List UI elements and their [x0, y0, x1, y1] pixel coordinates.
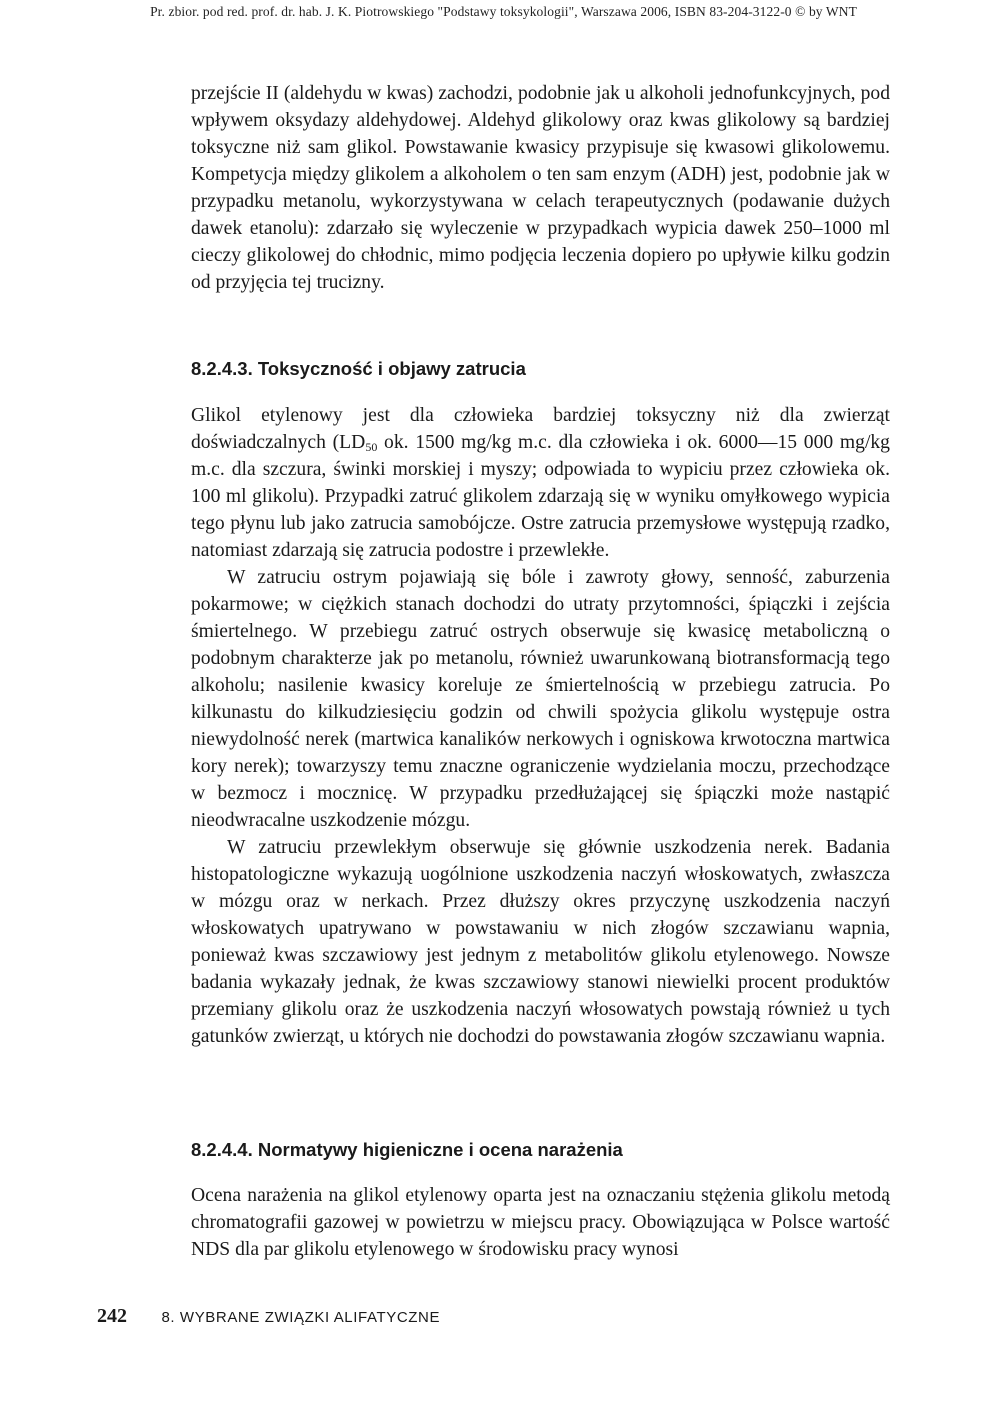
paragraph: Ocena narażenia na glikol etylenowy oparta jest na oznaczaniu stężenia glikolu metodą chromatografii gazowej w powietrzu w miejscu pracy. Obowiązująca w Polsce wartość NDS dla par glikolu etylenowego w środowisku pracy wynosi — [191, 1185, 890, 1260]
section-body — [191, 1182, 890, 1263]
section-heading: 8.2.4.4. Normatywy higieniczne i ocena narażenia — [191, 1139, 623, 1160]
paragraph: Glikol etylenowy jest dla człowieka bardziej toksyczny niż dla zwierząt doświadczalnych ($LD_{50}$ ok. 1500 mg/kg m.c. dla człowieka i ok. 6000––15 000 mg/kg m.c. dla szczura, świnki morskiej i myszy; odpowiada to wypiciu przez człowieka ok. 100 ml glikolu). Przypadki zatruć glikolem zdarzają się w wyniku omyłkowego wypicia tego płynu lub jako zatrucia samobójcze. Ostre zatrucia przemysłowe występują rzadko, natomiast zdarzają się zatrucia podostre i przewlekłe. — [191, 405, 890, 561]
chapter-title: 8. WYBRANE ZWIĄZKI ALIFATYCZNE — [161, 1309, 441, 1326]
section-body — [191, 402, 890, 1050]
page-footer — [97, 1305, 440, 1328]
paragraph: W zatruciu ostrym pojawiają się bóle i zawroty głowy, senność, zaburzenia pokarmowe; w ciężkich stanach dochodzi do utraty przytomności, śpiączki i zejścia śmiertelnego. W przebiegu zatruć ostrych obserwuje się kwasicę metaboliczną o podobnym charakterze jak po metanolu, również uwarunkowaną biotransformacją tego alkoholu; nasilenie kwasicy koreluje ze śmiertelnością w przebiegu zatrucia. Po kilkunastu do kilkudziesięciu godzin od chwili spożycia glikolu występuje ostra niewydolność nerek (martwica kanalików nerkowych i ogniskowa krwotoczna martwica kory nerek); towarzyszy temu znaczne ograniczenie wydzielania moczu, przechodzące w bezmocz i mocznicę. W przypadku przedłużającej się śpiączki może nastąpić nieodwracalne uszkodzenie mózgu. — [191, 567, 890, 831]
paragraph: W zatruciu przewlekłym obserwuje się głównie uszkodzenia nerek. Badania histopatologiczne wykazują uogólnione uszkodzenia naczyń włoskowatych, zwłaszcza w mózgu oraz w nerkach. Przez dłuższy okres przyczynę uszkodzenia naczyń włoskowatych upatrywano w powstawaniu w nich złogów szczawianu wapnia, ponieważ kwas szczawiowy jest jednym z metabolitów glikolu etylenowego. Nowsze badania wykazały jednak, że kwas szczawiowy stanowi niewielki procent produktów przemiany glikolu oraz że uszkodzenia naczyń włosowatych powstają również u tych gatunków zwierząt, u których nie dochodzi do powstawania złogów szczawianu wapnia. — [191, 837, 890, 1047]
paragraph: przejście II (aldehydu w kwas) zachodzi, podobnie jak u alkoholi jednofunkcyjnych, pod wpływem oksydazy aldehydowej. Aldehyd glikolowy oraz kwas glikolowy są bardziej toksyczne niż sam glikol. Powstawanie kwasicy przypisuje się kwasowi glikolowemu. Kompetycja między glikolem a alkoholem o ten sam enzym (ADH) jest, podobnie jak w przypadku metanolu, wykorzystywana w celach terapeutycznych (podawanie dużych dawek etanolu): zdarzało się wyleczenie w przypadkach wypicia dawek 250–1000 ml cieczy glikolowej do chłodnic, mimo podjęcia leczenia dopiero po upływie kilku godzin od przyjęcia tej trucizny. — [191, 83, 890, 293]
page-number: 242 — [97, 1305, 127, 1327]
section-heading: 8.2.4.3. Toksyczność i objawy zatrucia — [191, 358, 526, 379]
section-continuation — [191, 80, 890, 296]
citation-header: Pr. zbior. pod red. prof. dr. hab. J. K. Piotrowskiego "Podstawy toksykologii", Warszawa 2006, ISBN 83-204-3122-0 © by WNT — [150, 4, 857, 19]
